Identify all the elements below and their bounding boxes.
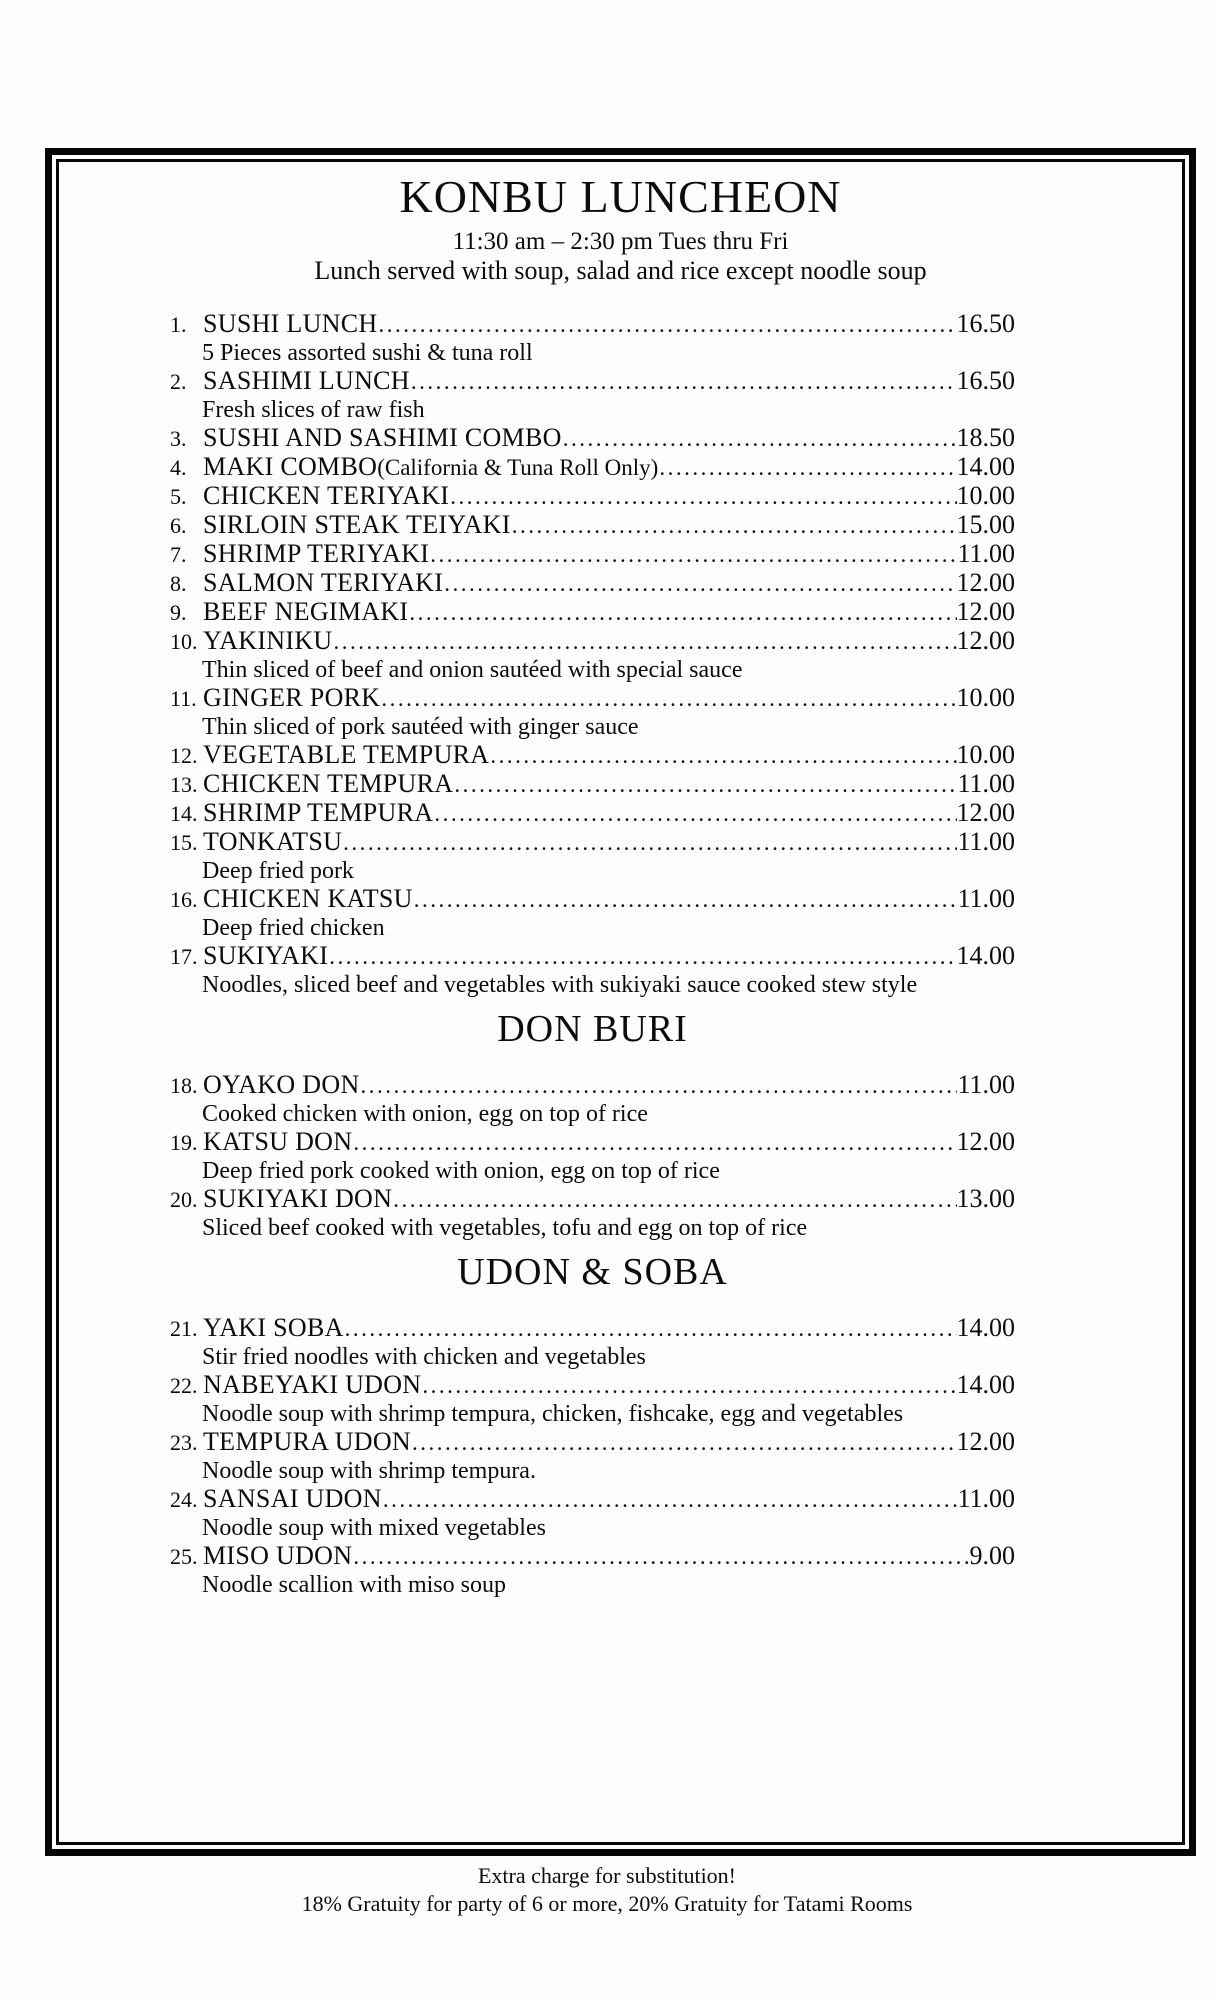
item-price: 12.00: [956, 568, 1015, 597]
menu-item-row: [170, 799, 1015, 828]
item-name: MAKI COMBO: [203, 452, 378, 481]
item-name: KATSU DON: [203, 1127, 353, 1156]
item-number: 19.: [170, 1130, 198, 1155]
item-name: SUSHI AND SASHIMI COMBO: [203, 423, 562, 452]
menu-item-row: [170, 482, 1015, 511]
menu-border-inner: [56, 159, 1185, 1845]
menu-item-row: [170, 1071, 1015, 1100]
item-number: 15.: [170, 830, 198, 855]
item-name: NABEYAKI UDON: [203, 1370, 422, 1399]
item-description: Cooked chicken with onion, egg on top of rice: [202, 1101, 648, 1127]
menu-item-row: [170, 741, 1015, 770]
menu-item-row: [170, 828, 1015, 857]
item-number: 12.: [170, 743, 198, 768]
menu-note: Lunch served with soup, salad and rice except noodle soup: [314, 256, 927, 285]
menu-item-row: [170, 453, 1015, 482]
menu-item-row: [170, 1128, 1015, 1157]
item-price: 14.00: [956, 941, 1015, 970]
dot-leader: [422, 1372, 956, 1400]
dot-leader: [353, 1543, 969, 1571]
item-name: SHRIMP TEMPURA: [203, 798, 434, 827]
item-price: 16.50: [956, 309, 1015, 338]
dot-leader: [409, 599, 956, 627]
item-name: MISO UDON: [203, 1541, 353, 1570]
menu-item: [170, 511, 1015, 540]
menu-item: [170, 684, 1015, 741]
item-name: GINGER PORK: [203, 683, 381, 712]
dot-leader: [361, 1072, 958, 1100]
menu-item-row: [170, 770, 1015, 799]
item-number: 9.: [170, 600, 187, 625]
menu-section: [170, 1007, 1015, 1242]
item-price: 12.00: [956, 626, 1015, 655]
item-number: 6.: [170, 513, 187, 538]
menu-item: [170, 1071, 1015, 1128]
item-description: Noodle scallion with miso soup: [202, 1572, 506, 1598]
footer-line-gratuity: 18% Gratuity for party of 6 or more, 20% Gratuity for Tatami Rooms: [301, 1891, 913, 1916]
item-number: 7.: [170, 542, 187, 567]
item-price: 10.00: [956, 740, 1015, 769]
item-number: 14.: [170, 801, 198, 826]
item-price: 11.00: [957, 539, 1015, 568]
dot-leader: [353, 1129, 956, 1157]
menu-item: [170, 828, 1015, 885]
dot-leader: [343, 829, 957, 857]
item-number: 23.: [170, 1430, 198, 1455]
item-description: 5 Pieces assorted sushi & tuna roll: [202, 340, 533, 366]
item-description: Fresh slices of raw fish: [202, 397, 425, 423]
item-description: Stir fried noodles with chicken and vegetables: [202, 1344, 646, 1370]
dot-leader: [329, 943, 956, 971]
menu-item: [170, 424, 1015, 453]
menu-footer: [0, 1862, 1214, 1918]
item-price: 14.00: [956, 1313, 1015, 1342]
item-price: 10.00: [956, 683, 1015, 712]
menu-item: [170, 1371, 1015, 1428]
dot-leader: [512, 512, 957, 540]
menu-section: [170, 1250, 1015, 1599]
dot-leader: [381, 685, 956, 713]
menu-item: [170, 482, 1015, 511]
menu-item-row: [170, 511, 1015, 540]
item-name: SALMON TERIYAKI: [203, 568, 444, 597]
item-price: 11.00: [957, 884, 1015, 913]
menu-item: [170, 367, 1015, 424]
menu-item: [170, 540, 1015, 569]
dot-leader: [430, 541, 957, 569]
menu-item-row: [170, 1485, 1015, 1514]
item-description: Thin sliced of pork sautéed with ginger sauce: [202, 714, 639, 740]
menu-item: [170, 1428, 1015, 1485]
item-description: Noodle soup with shrimp tempura, chicken, fishcake, egg and vegetables: [202, 1401, 904, 1427]
item-number: 8.: [170, 571, 187, 596]
item-name: CHICKEN TEMPURA: [203, 769, 454, 798]
item-description: Noodle soup with shrimp tempura.: [202, 1458, 536, 1484]
item-name-suffix: (California & Tuna Roll Only): [377, 455, 659, 480]
dot-leader: [345, 1315, 957, 1343]
item-price: 13.00: [956, 1184, 1015, 1213]
item-number: 10.: [170, 629, 198, 654]
menu-item-row: [170, 684, 1015, 713]
item-name: SHRIMP TERIYAKI: [203, 539, 430, 568]
item-description: Deep fried pork: [202, 858, 354, 884]
item-name: SUKIYAKI DON: [203, 1184, 393, 1213]
item-description: Deep fried pork cooked with onion, egg on top of rice: [202, 1158, 720, 1184]
menu-item: [170, 942, 1015, 999]
menu-item-row: [170, 627, 1015, 656]
item-description: Sliced beef cooked with vegetables, tofu and egg on top of rice: [202, 1215, 808, 1241]
item-description: Noodle soup with mixed vegetables: [202, 1515, 546, 1541]
item-number: 11.: [170, 686, 197, 711]
item-number: 18.: [170, 1073, 198, 1098]
item-price: 12.00: [956, 1127, 1015, 1156]
dot-leader: [454, 771, 957, 799]
menu-title: KONBU LUNCHEON: [399, 171, 842, 222]
menu-item-row: [170, 1371, 1015, 1400]
section-heading: UDON & SOBA: [457, 1251, 728, 1293]
item-number: 5.: [170, 484, 187, 509]
item-description: Deep fried chicken: [202, 915, 385, 941]
dot-leader: [490, 742, 956, 770]
item-price: 12.00: [956, 1427, 1015, 1456]
item-name: TONKATSU: [203, 827, 343, 856]
menu-item: [170, 1185, 1015, 1242]
item-name: CHICKEN KATSU: [203, 884, 413, 913]
item-price: 9.00: [969, 1541, 1015, 1570]
menu-item-row: [170, 1185, 1015, 1214]
menu-item: [170, 799, 1015, 828]
section-heading: DON BURI: [497, 1008, 688, 1050]
menu-item: [170, 598, 1015, 627]
dot-leader: [444, 570, 956, 598]
menu-item-row: [170, 367, 1015, 396]
item-price: 14.00: [956, 452, 1015, 481]
item-price: 11.00: [957, 1070, 1015, 1099]
item-number: 24.: [170, 1487, 198, 1512]
item-number: 21.: [170, 1316, 198, 1341]
item-price: 12.00: [956, 597, 1015, 626]
menu-item-row: [170, 598, 1015, 627]
dot-leader: [414, 886, 958, 914]
item-price: 12.00: [956, 798, 1015, 827]
menu-item-row: [170, 569, 1015, 598]
item-price: 11.00: [957, 769, 1015, 798]
item-name: TEMPURA UDON: [203, 1427, 412, 1456]
menu-item: [170, 1128, 1015, 1185]
menu-item-row: [170, 1314, 1015, 1343]
menu-border-frame: [45, 148, 1196, 1856]
menu-item-row: [170, 1428, 1015, 1457]
menu-section: [170, 310, 1015, 999]
item-name: SASHIMI LUNCH: [203, 366, 410, 395]
item-name: CHICKEN TERIYAKI: [203, 481, 450, 510]
item-description: Noodles, sliced beef and vegetables with sukiyaki sauce cooked stew style: [202, 972, 918, 998]
item-name: OYAKO DON: [203, 1070, 360, 1099]
item-name: VEGETABLE TEMPURA: [203, 740, 490, 769]
dot-leader: [659, 454, 956, 482]
item-number: 22.: [170, 1373, 198, 1398]
item-price: 14.00: [956, 1370, 1015, 1399]
dot-leader: [411, 368, 957, 396]
item-number: 4.: [170, 455, 187, 480]
dot-leader: [434, 800, 956, 828]
dot-leader: [378, 311, 956, 339]
menu-item: [170, 453, 1015, 482]
item-number: 13.: [170, 772, 198, 797]
item-name: SANSAI UDON: [203, 1484, 382, 1513]
item-description: Thin sliced of beef and onion sautéed with special sauce: [202, 657, 743, 683]
menu-item: [170, 310, 1015, 367]
item-price: 15.00: [956, 510, 1015, 539]
menu-item: [170, 569, 1015, 598]
dot-leader: [393, 1186, 956, 1214]
dot-leader: [412, 1429, 956, 1457]
dot-leader: [334, 628, 957, 656]
menu-item-row: [170, 540, 1015, 569]
dot-leader: [563, 425, 957, 453]
item-price: 10.00: [956, 481, 1015, 510]
item-price: 16.50: [956, 366, 1015, 395]
menu-hours: 11:30 am – 2:30 pm Tues thru Fri: [452, 228, 789, 255]
item-number: 2.: [170, 369, 187, 394]
menu-header: [59, 171, 1182, 286]
item-number: 25.: [170, 1544, 198, 1569]
menu-sections: [59, 310, 1182, 1599]
footer-line-substitution: Extra charge for substitution!: [477, 1863, 737, 1888]
item-name: SUKIYAKI: [203, 941, 329, 970]
item-name: BEEF NEGIMAKI: [203, 597, 409, 626]
dot-leader: [450, 483, 956, 511]
item-name: YAKINIKU: [203, 626, 333, 655]
menu-item: [170, 741, 1015, 770]
menu-item-row: [170, 424, 1015, 453]
item-number: 1.: [170, 312, 187, 337]
menu-item: [170, 885, 1015, 942]
menu-item: [170, 1485, 1015, 1542]
menu-item-row: [170, 885, 1015, 914]
item-price: 11.00: [957, 827, 1015, 856]
menu-item: [170, 770, 1015, 799]
menu-item-row: [170, 1542, 1015, 1571]
menu-item-row: [170, 310, 1015, 339]
item-price: 11.00: [957, 1484, 1015, 1513]
item-price: 18.50: [956, 423, 1015, 452]
item-name: YAKI SOBA: [203, 1313, 344, 1342]
menu-item: [170, 1542, 1015, 1599]
item-name: SUSHI LUNCH: [203, 309, 378, 338]
item-number: 20.: [170, 1187, 198, 1212]
item-name: SIRLOIN STEAK TEIYAKI: [203, 510, 511, 539]
item-number: 3.: [170, 426, 187, 451]
menu-item: [170, 627, 1015, 684]
item-number: 16.: [170, 887, 198, 912]
menu-item: [170, 1314, 1015, 1371]
menu-item-row: [170, 942, 1015, 971]
dot-leader: [383, 1486, 958, 1514]
item-number: 17.: [170, 944, 198, 969]
